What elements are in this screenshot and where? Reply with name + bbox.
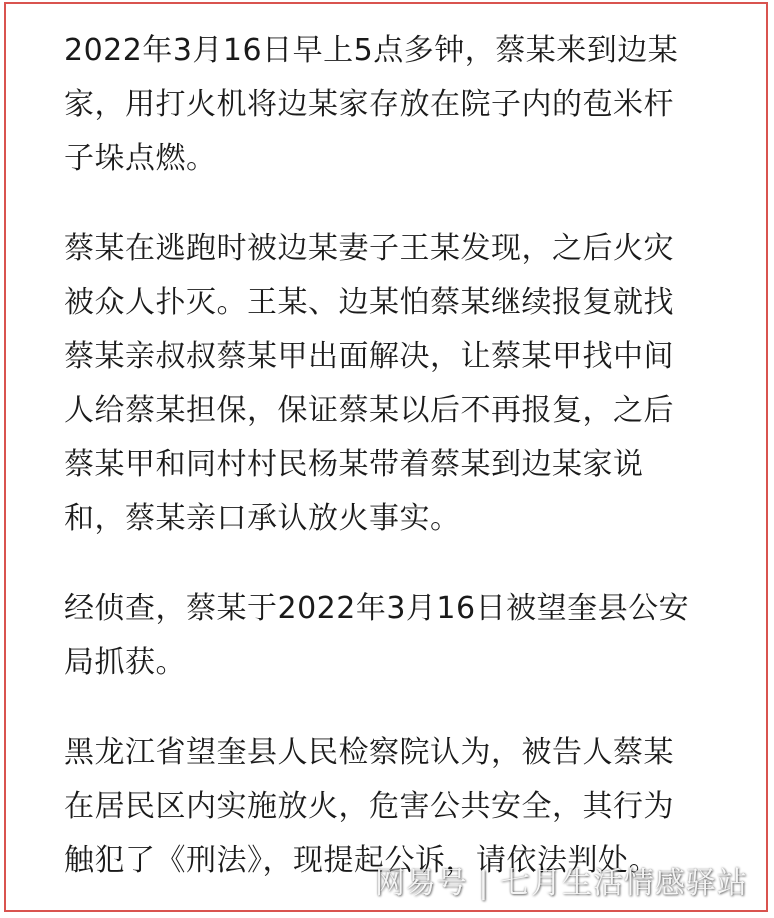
article-paragraph-2: 蔡某在逃跑时被边某妻子王某发现，之后火灾 被众人扑灭。王某、边某怕蔡某继续报复就找 蔡某亲叔叔蔡某甲出面解决，让蔡某甲找中间 人给蔡某担保，保证蔡某以后不再报复，之后 蔡某甲和同村村民杨某带着蔡某到边某家说 和，蔡某亲口承认放火事实。 (64, 231, 674, 536)
article-paragraph-1: 2022年3月16日早上5点多钟，蔡某来到边某 家，用打火机将边某家存放在院子内的苞米杆 子垛点燃。 (64, 33, 679, 176)
source-watermark: 网易号 | 七月生活情感驿站 (374, 866, 748, 901)
article-frame (4, 2, 768, 912)
article-paragraph-3: 经侦查，蔡某于2022年3月16日被望奎县公安 局抓获。 (64, 591, 690, 680)
article-body (64, 24, 724, 912)
article-paragraph-4: 黑龙江省望奎县人民检察院认为，被告人蔡某 在居民区内实施放火，危害公共安全，其行为 触犯了《刑法》，现提起公诉，请依法判处。 (64, 735, 674, 878)
